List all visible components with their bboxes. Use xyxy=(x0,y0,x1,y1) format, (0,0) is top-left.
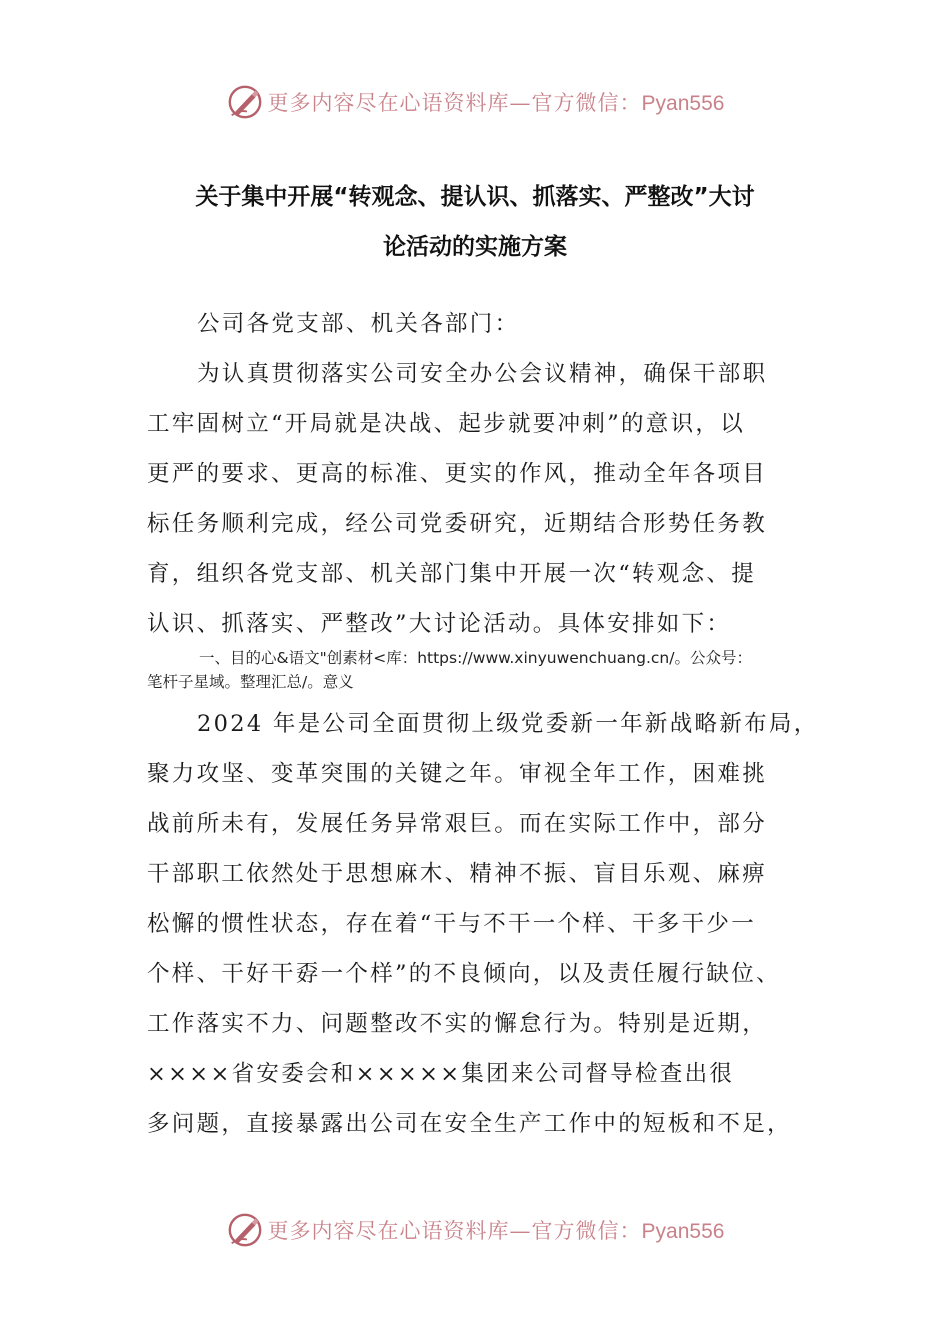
banner-text xyxy=(268,87,725,117)
paragraph-line: ××××省安委会和×××××集团来公司督导检查出很 xyxy=(147,1061,735,1087)
document-title-line-1: 关于集中开展“转观念、提认识、抓落实、严整改”大讨 xyxy=(195,184,755,210)
paragraph-line: 为认真贯彻落实公司安全办公会议精神，确保干部职 xyxy=(197,361,768,387)
paragraph-line: 松懈的惯性状态，存在着“干与不干一个样、干多干少一 xyxy=(147,911,757,937)
pen-logo-icon xyxy=(226,1211,264,1249)
banner-wechat-handle: Pyan556 xyxy=(641,92,725,115)
paragraph-line: 育，组织各党支部、机关部门集中开展一次“转观念、提 xyxy=(147,561,757,587)
paragraph-line: 工作落实不力、问题整改不实的懈怠行为。特别是近期， xyxy=(147,1011,768,1037)
document-title-line-2: 论活动的实施方案 xyxy=(383,234,567,260)
header-banner xyxy=(0,80,950,124)
section-heading-line-1: 一、目的心&语文"创素材<库：https://www.xinyuwenchuang.cn/。公众号： xyxy=(199,649,752,667)
banner-main-text: 更多内容尽在心语资料库—官方微信： xyxy=(267,91,642,115)
paragraph-line: 多问题，直接暴露出公司在安全生产工作中的短板和不足， xyxy=(147,1111,792,1137)
paragraph-line: 标任务顺利完成，经公司党委研究，近期结合形势任务教 xyxy=(147,511,768,537)
paragraph-line: 战前所未有，发展任务异常艰巨。而在实际工作中，部分 xyxy=(147,811,768,837)
pen-logo-icon xyxy=(226,83,264,121)
paragraph-line: 干部职工依然处于思想麻木、精神不振、盲目乐观、麻痹 xyxy=(147,861,768,887)
paragraph-line: 更严的要求、更高的标准、更实的作风，推动全年各项目 xyxy=(147,461,768,487)
paragraph-line: 个样、干好干孬一个样”的不良倾向，以及责任履行缺位、 xyxy=(147,961,781,987)
paragraph-line: 2024 年是公司全面贯彻上级党委新一年新战略新布局， xyxy=(197,711,819,737)
paragraph-line: 工牢固树立“开局就是决战、起步就要冲刺”的意识，以 xyxy=(147,411,746,437)
paragraph-line: 聚力攻坚、变革突围的关键之年。审视全年工作，困难挑 xyxy=(147,761,768,787)
paragraph-line: 认识、抓落实、严整改”大讨论活动。具体安排如下： xyxy=(147,611,732,637)
section-heading-line-2: 笔杆子星域。整理汇总/。意义 xyxy=(147,673,354,691)
banner-main-text: 更多内容尽在心语资料库—官方微信： xyxy=(267,1219,642,1243)
salutation: 公司各党支部、机关各部门： xyxy=(197,311,520,337)
footer-banner xyxy=(0,1208,950,1252)
banner-text xyxy=(268,1215,725,1245)
banner-wechat-handle: Pyan556 xyxy=(641,1220,725,1243)
